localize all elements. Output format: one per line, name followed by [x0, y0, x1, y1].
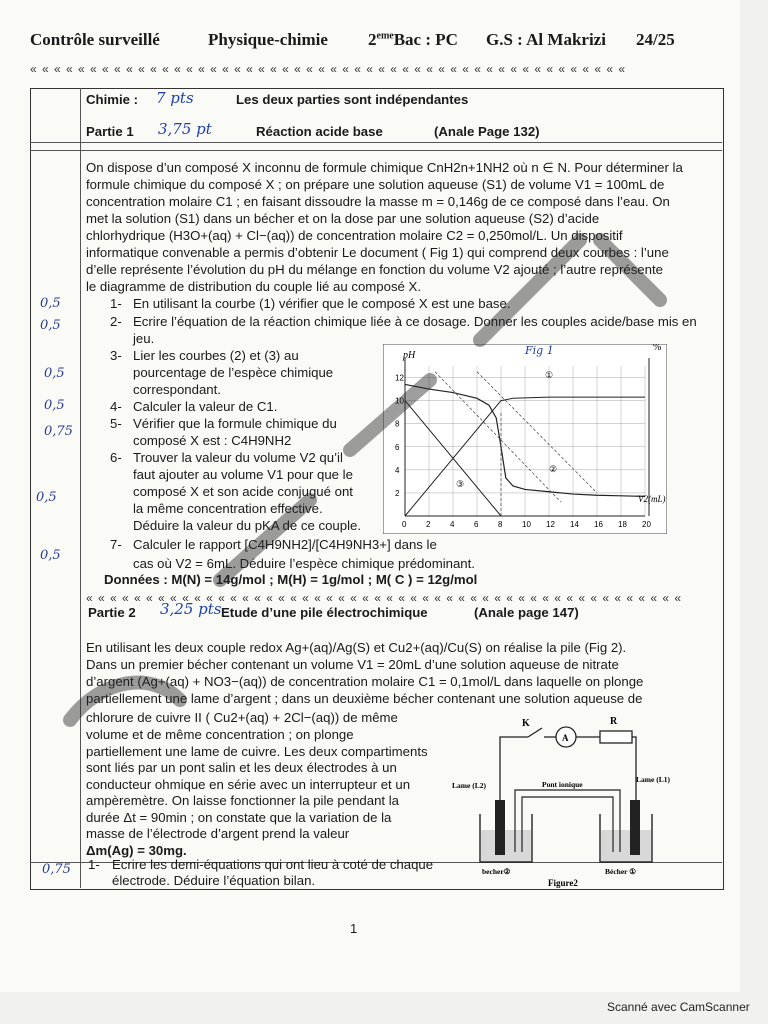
question-number: 1- [110, 296, 122, 311]
ammeter-label: A [562, 733, 569, 743]
fig1-title: Fig 1 [525, 344, 554, 357]
margin-points: 0,5 [40, 548, 61, 563]
partie2-line: d’argent (Ag+(aq) + NO3−(aq)) de concentration molaire C1 = 0,1mol/L dans laquelle on plonge [86, 674, 644, 689]
question-number: 1- [88, 857, 100, 872]
partie2-label: Partie 2 [88, 605, 136, 620]
bridge-label: Pont ionique [542, 780, 583, 789]
y-tick-label: 10 [395, 396, 404, 406]
fig1-chart [383, 344, 667, 534]
question-number: 2- [110, 314, 122, 329]
fig1-curve-label: ③ [456, 479, 465, 489]
partie2-line: chlorure de cuivre II ( Cu2+(aq) + 2Cl−(aq)) de même [86, 710, 398, 725]
partie2-line: volume et de même concentration ; on plonge [86, 727, 354, 742]
intro-line: formule chimique du composé X ; on prépare une solution aqueuse (S1) de volume V1 = 100mL de [86, 177, 665, 192]
intro-line: d’elle représente l’évolution du pH du mélange en fonction du volume V2 ajouté ; l’autre représente [86, 262, 663, 277]
fig1-y-right-label: % [653, 344, 662, 353]
partie2-line: durée Δt = 90min ; on constate que la variation de la [86, 810, 392, 825]
intro-line: informatique convenable a permis d’obtenir Le document ( Fig 1) qui comprend deux courbes : l’une [86, 245, 669, 260]
partie2-hand-points: 3,25 pts [160, 600, 222, 618]
question-text: Ecrire les demi-équations qui ont lieu à coté de chaque [112, 857, 434, 872]
x-tick-label: 8 [498, 520, 503, 529]
fig2-caption: Figure2 [548, 878, 578, 888]
right-beaker-label: Bécher ① [605, 867, 636, 876]
partie2-line: conducteur ohmique en série avec un interrupteur et un [86, 777, 411, 792]
question-number: 6- [110, 450, 122, 465]
donnees: Données : M(N) = 14g/mol ; M(H) = 1g/mol ; M( C ) = 12g/mol [104, 572, 478, 587]
question-text: cas où V2 = 6mL. Déduire l’espèce chimique prédominant. [133, 556, 475, 571]
intro-line: chlorhydrique (H3O+(aq) + Cl−(aq)) de concentration molaire C2 = 0,250mol/L. Un dispositif [86, 228, 623, 243]
question-text: correspondant. [133, 382, 221, 397]
partie2-title: Etude d’une pile électrochimique [221, 605, 428, 620]
question-text: jeu. [133, 331, 155, 346]
resistor-icon [600, 731, 632, 743]
x-tick-label: 0 [402, 520, 407, 529]
question-number: 4- [110, 399, 122, 414]
wire [632, 737, 636, 807]
question-number: 3- [110, 348, 122, 363]
page-number: 1 [350, 921, 358, 936]
fig1-curve-label: ② [549, 464, 558, 474]
partie1-label: Partie 1 [86, 124, 134, 139]
margin-points: 0,5 [44, 398, 65, 413]
school: G.S : Al Makrizi [486, 30, 606, 49]
y-tick-label: 6 [395, 442, 400, 452]
intro-line: concentration molaire C1 ; en faisant dissoudre la masse m = 0,146g de ce composé dans l’eau. On [86, 194, 670, 209]
question-text: Calculer le rapport [C4H9NH2]/[C4H9NH3+] dans le [133, 537, 437, 552]
left-beaker-label: becher② [482, 867, 511, 876]
partie2-line: partiellement une lame d’argent ; dans un deuxième bécher contenant une solution aqueuse de [86, 691, 643, 706]
y-tick-label: 8 [395, 419, 400, 429]
right-electrode-label: Lame (L1) [636, 775, 670, 784]
partie2-line: ampèremètre. On laisse fonctionner la pile pendant la [86, 793, 400, 808]
question-text: Déduire la valeur du pKA de ce couple. [133, 518, 361, 533]
subject: Physique-chimie [208, 30, 328, 49]
header-separator: « « « « « « « « « « « « « « « « « « « « « « « « « « « « « « « « « « « « « « « « « « « « « « « « « « [30, 62, 627, 76]
partie2-line: partiellement une lame de cuivre. Les deux compartiments [86, 744, 428, 759]
fig1-curve-label: ① [545, 370, 554, 380]
question-number: 7- [110, 537, 122, 552]
x-tick-label: 18 [618, 520, 627, 529]
question-number: 5- [110, 416, 122, 431]
electrode-right [630, 800, 640, 855]
margin-points: 0,5 [40, 318, 61, 333]
partie1-ref: (Anale Page 132) [434, 124, 540, 139]
y-tick-label: 12 [395, 373, 404, 383]
divider [30, 150, 722, 151]
question-text: composé X est : C4H9NH2 [133, 433, 292, 448]
x-tick-label: 12 [546, 520, 555, 529]
margin-points: 0,75 [42, 862, 71, 877]
partie2-line: masse de l’électrode d’argent prend la valeur [86, 826, 350, 841]
section-separator: « « « « « « « « « « « « « « « « « « « « « « « « « « « « « « « « « « « « « « « « « « « « « « « « « « [86, 591, 683, 605]
y-tick-label: 2 [395, 488, 400, 498]
chimie-subtitle: Les deux parties sont indépendantes [236, 92, 469, 107]
partie1-title: Réaction acide base [256, 124, 383, 139]
fig1-x-label: V2(mL) [638, 494, 666, 504]
partie2-line: En utilisant les deux couple redox Ag+(aq)/Ag(S) et Cu2+(aq)/Cu(S) on réalise la pile (Fig 2). [86, 640, 627, 655]
scanner-watermark: Scanné avec CamScanner [607, 1000, 750, 1014]
question-text: Calculer la valeur de C1. [133, 399, 278, 414]
solution-left [481, 830, 531, 861]
x-tick-label: 16 [594, 520, 603, 529]
chimie-label: Chimie : [86, 92, 139, 107]
question-text: la même concentration effective. [133, 501, 323, 516]
question-text: Trouver la valeur du volume V2 qu’il [133, 450, 343, 465]
partie2-line: Dans un premier bécher contenant un volume V1 = 20mL d’une solution aqueuse de nitrate [86, 657, 619, 672]
divider [30, 142, 722, 143]
school-year: 24/25 [636, 30, 675, 49]
x-tick-label: 20 [642, 520, 651, 529]
resistor-label: R [610, 716, 618, 727]
x-tick-label: 6 [474, 520, 479, 529]
question-text: Ecrire l’équation de la réaction chimique liée à ce dosage. Donner les couples acide/base mis en [133, 314, 697, 329]
solution-right [601, 830, 651, 861]
intro-line: On dispose d’un composé X inconnu de formule chimique CnH2n+1NH2 où n ∈ N. Pour déterminer la [86, 160, 683, 175]
fig2-diagram [450, 712, 675, 890]
question-text: pourcentage de l’espèce chimique [133, 365, 334, 380]
left-electrode-label: Lame (L2) [452, 781, 486, 790]
partie2-line: Δm(Ag) = 30mg. [86, 843, 187, 858]
margin-points: 0,75 [44, 424, 73, 439]
question-text: composé X et son acide conjugué ont [133, 484, 353, 499]
intro-line: le diagramme de distribution du couple lié au composé X. [86, 279, 422, 294]
intro-line: met la solution (S1) dans un bécher et on la dose par une solution aqueuse (S2) d’acide [86, 211, 600, 226]
partie2-line: sont liés par un pont salin et les deux électrodes à un [86, 760, 397, 775]
question-text: En utilisant la courbe (1) vérifier que le composé X est une base. [133, 296, 511, 311]
x-tick-label: 14 [570, 520, 579, 529]
question-text: faut ajouter au volume V1 pour que le [133, 467, 353, 482]
margin-points: 0,5 [44, 366, 65, 381]
x-tick-label: 4 [450, 520, 455, 529]
question-text: électrode. Déduire l’équation bilan. [112, 873, 316, 888]
exam-title: Contrôle surveillé [30, 30, 160, 49]
question-text: Lier les courbes (2) et (3) au [133, 348, 299, 363]
chimie-hand-points: 7 pts [156, 89, 194, 107]
margin-points: 0,5 [40, 296, 61, 311]
y-tick-label: 4 [395, 465, 400, 475]
switch-label: K [522, 718, 530, 729]
switch-k [528, 728, 542, 737]
x-tick-label: 2 [426, 520, 431, 529]
electrode-left [495, 800, 505, 855]
margin-points: 0,5 [36, 490, 57, 505]
x-tick-label: 10 [522, 520, 531, 529]
margin-line [80, 88, 81, 888]
level: 2emeBac : PC [368, 30, 458, 49]
partie2-ref: (Anale page 147) [474, 605, 579, 620]
fig1-y-left-label: pH [403, 350, 416, 361]
partie1-hand-points: 3,75 pt [158, 120, 212, 138]
question-text: Vérifier que la formule chimique du [133, 416, 337, 431]
